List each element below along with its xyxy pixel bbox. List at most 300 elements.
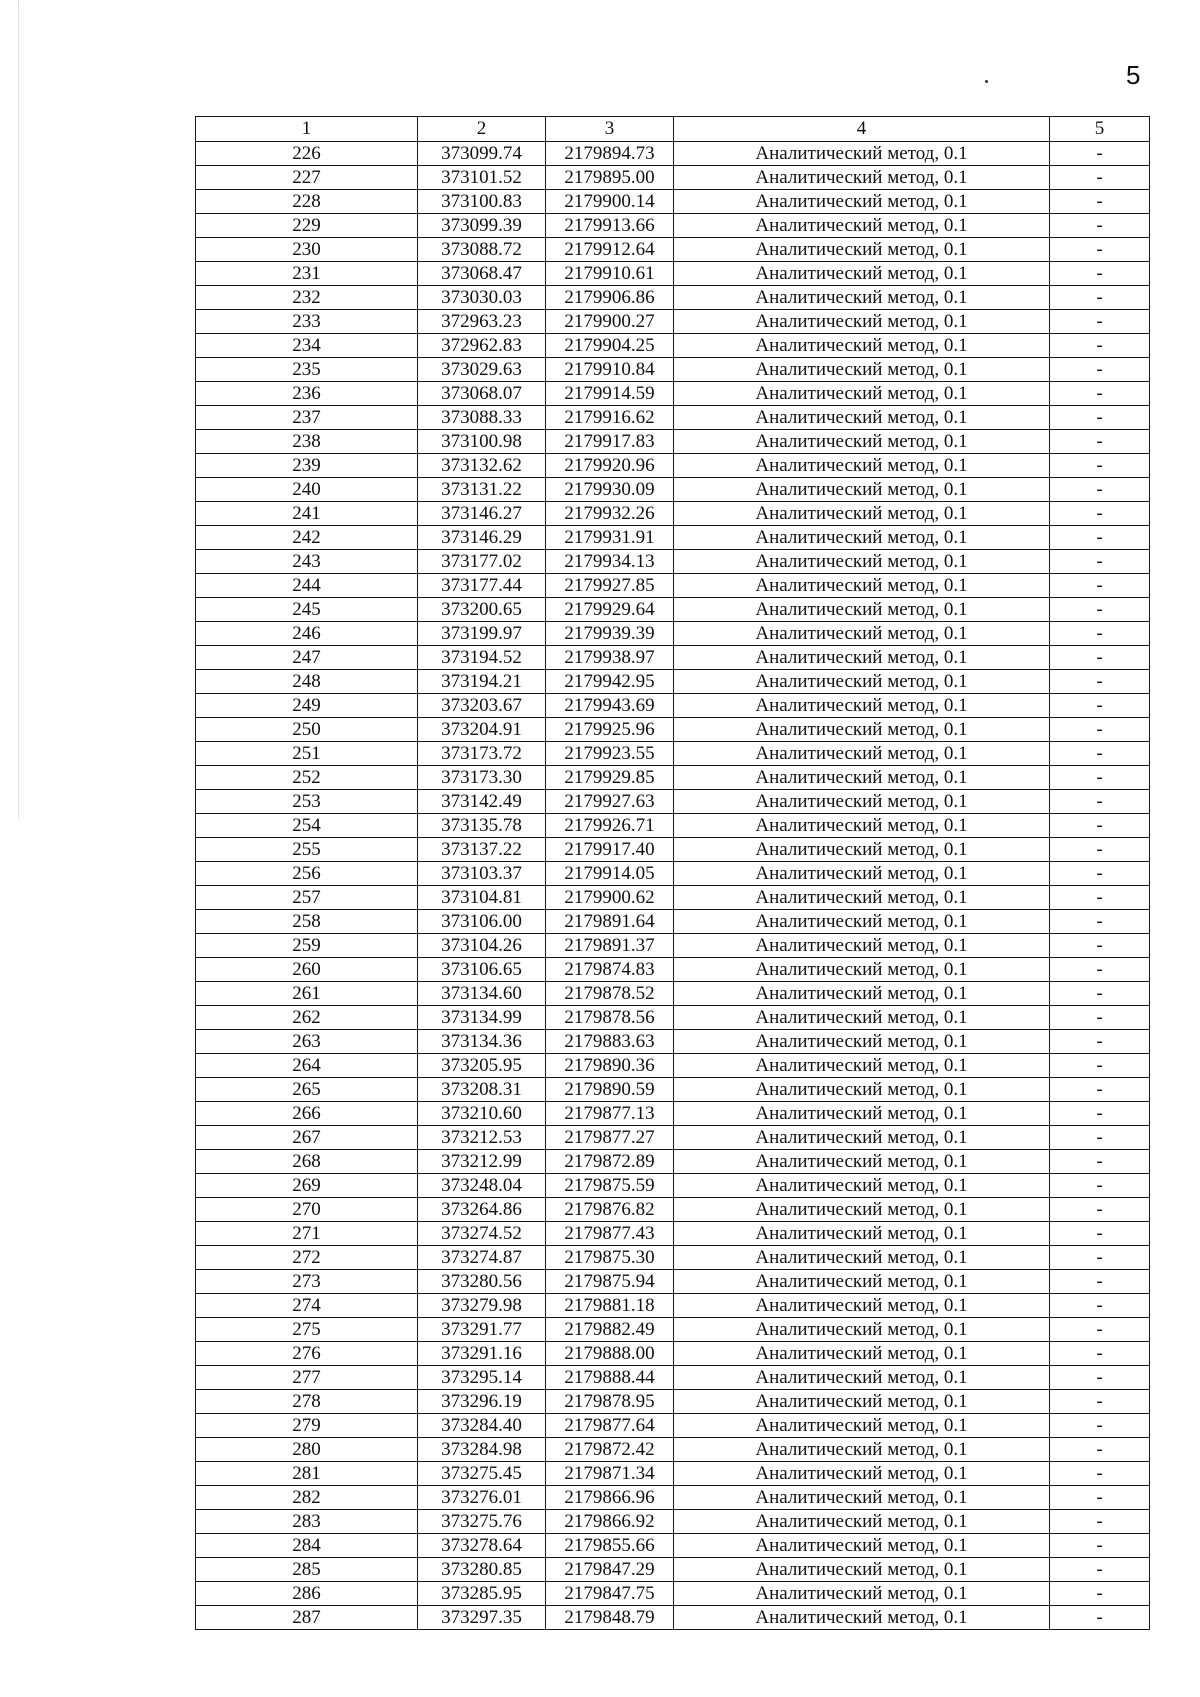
point-number-cell: 282 bbox=[196, 1486, 418, 1510]
x-coordinate-cell: 373203.67 bbox=[418, 694, 546, 718]
method-cell: Аналитический метод, 0.1 bbox=[674, 310, 1050, 334]
point-number-cell: 246 bbox=[196, 622, 418, 646]
y-coordinate-cell: 2179929.64 bbox=[546, 598, 674, 622]
method-cell: Аналитический метод, 0.1 bbox=[674, 1150, 1050, 1174]
point-number-cell: 252 bbox=[196, 766, 418, 790]
y-coordinate-cell: 2179920.96 bbox=[546, 454, 674, 478]
x-coordinate-cell: 373099.74 bbox=[418, 142, 546, 166]
method-cell: Аналитический метод, 0.1 bbox=[674, 1582, 1050, 1606]
method-cell: Аналитический метод, 0.1 bbox=[674, 814, 1050, 838]
table-row bbox=[196, 622, 1150, 646]
note-cell: - bbox=[1050, 718, 1150, 742]
point-number-cell: 274 bbox=[196, 1294, 418, 1318]
point-number-cell: 262 bbox=[196, 1006, 418, 1030]
y-coordinate-cell: 2179943.69 bbox=[546, 694, 674, 718]
method-cell: Аналитический метод, 0.1 bbox=[674, 1486, 1050, 1510]
table-row bbox=[196, 886, 1150, 910]
table-header-row bbox=[196, 117, 1150, 142]
point-number-cell: 260 bbox=[196, 958, 418, 982]
method-cell: Аналитический метод, 0.1 bbox=[674, 406, 1050, 430]
method-cell: Аналитический метод, 0.1 bbox=[674, 190, 1050, 214]
point-number-cell: 244 bbox=[196, 574, 418, 598]
table-row bbox=[196, 1438, 1150, 1462]
method-cell: Аналитический метод, 0.1 bbox=[674, 1078, 1050, 1102]
x-coordinate-cell: 373146.29 bbox=[418, 526, 546, 550]
y-coordinate-cell: 2179927.63 bbox=[546, 790, 674, 814]
note-cell: - bbox=[1050, 814, 1150, 838]
x-coordinate-cell: 372963.23 bbox=[418, 310, 546, 334]
x-coordinate-cell: 373088.72 bbox=[418, 238, 546, 262]
method-cell: Аналитический метод, 0.1 bbox=[674, 382, 1050, 406]
point-number-cell: 253 bbox=[196, 790, 418, 814]
x-coordinate-cell: 373296.19 bbox=[418, 1390, 546, 1414]
note-cell: - bbox=[1050, 190, 1150, 214]
y-coordinate-cell: 2179875.30 bbox=[546, 1246, 674, 1270]
x-coordinate-cell: 373285.95 bbox=[418, 1582, 546, 1606]
point-number-cell: 268 bbox=[196, 1150, 418, 1174]
method-cell: Аналитический метод, 0.1 bbox=[674, 1510, 1050, 1534]
note-cell: - bbox=[1050, 1222, 1150, 1246]
table-row bbox=[196, 814, 1150, 838]
point-number-cell: 279 bbox=[196, 1414, 418, 1438]
table-row bbox=[196, 142, 1150, 166]
x-coordinate-cell: 373146.27 bbox=[418, 502, 546, 526]
method-cell: Аналитический метод, 0.1 bbox=[674, 1366, 1050, 1390]
point-number-cell: 232 bbox=[196, 286, 418, 310]
table-row bbox=[196, 766, 1150, 790]
x-coordinate-cell: 373132.62 bbox=[418, 454, 546, 478]
method-cell: Аналитический метод, 0.1 bbox=[674, 358, 1050, 382]
point-number-cell: 287 bbox=[196, 1606, 418, 1630]
table-row bbox=[196, 238, 1150, 262]
note-cell: - bbox=[1050, 1414, 1150, 1438]
note-cell: - bbox=[1050, 862, 1150, 886]
x-coordinate-cell: 373208.31 bbox=[418, 1078, 546, 1102]
table-row bbox=[196, 502, 1150, 526]
table-row bbox=[196, 1006, 1150, 1030]
note-cell: - bbox=[1050, 1486, 1150, 1510]
note-cell: - bbox=[1050, 622, 1150, 646]
table-row bbox=[196, 670, 1150, 694]
x-coordinate-cell: 373274.87 bbox=[418, 1246, 546, 1270]
point-number-cell: 245 bbox=[196, 598, 418, 622]
note-cell: - bbox=[1050, 1366, 1150, 1390]
method-cell: Аналитический метод, 0.1 bbox=[674, 742, 1050, 766]
method-cell: Аналитический метод, 0.1 bbox=[674, 646, 1050, 670]
note-cell: - bbox=[1050, 358, 1150, 382]
x-coordinate-cell: 373137.22 bbox=[418, 838, 546, 862]
table-row bbox=[196, 1534, 1150, 1558]
x-coordinate-cell: 373194.52 bbox=[418, 646, 546, 670]
method-cell: Аналитический метод, 0.1 bbox=[674, 862, 1050, 886]
y-coordinate-cell: 2179881.18 bbox=[546, 1294, 674, 1318]
table-row bbox=[196, 1198, 1150, 1222]
table-row bbox=[196, 790, 1150, 814]
x-coordinate-cell: 373088.33 bbox=[418, 406, 546, 430]
y-coordinate-cell: 2179847.75 bbox=[546, 1582, 674, 1606]
y-coordinate-cell: 2179895.00 bbox=[546, 166, 674, 190]
method-cell: Аналитический метод, 0.1 bbox=[674, 1222, 1050, 1246]
method-cell: Аналитический метод, 0.1 bbox=[674, 1438, 1050, 1462]
method-cell: Аналитический метод, 0.1 bbox=[674, 262, 1050, 286]
y-coordinate-cell: 2179931.91 bbox=[546, 526, 674, 550]
table-row bbox=[196, 286, 1150, 310]
note-cell: - bbox=[1050, 310, 1150, 334]
point-number-cell: 273 bbox=[196, 1270, 418, 1294]
coordinates-table bbox=[195, 116, 1150, 1630]
x-coordinate-cell: 373194.21 bbox=[418, 670, 546, 694]
y-coordinate-cell: 2179847.29 bbox=[546, 1558, 674, 1582]
x-coordinate-cell: 373134.99 bbox=[418, 1006, 546, 1030]
note-cell: - bbox=[1050, 454, 1150, 478]
note-cell: - bbox=[1050, 214, 1150, 238]
method-cell: Аналитический метод, 0.1 bbox=[674, 430, 1050, 454]
y-coordinate-cell: 2179878.56 bbox=[546, 1006, 674, 1030]
method-cell: Аналитический метод, 0.1 bbox=[674, 1006, 1050, 1030]
method-cell: Аналитический метод, 0.1 bbox=[674, 1462, 1050, 1486]
note-cell: - bbox=[1050, 1342, 1150, 1366]
table-row bbox=[196, 1414, 1150, 1438]
point-number-cell: 267 bbox=[196, 1126, 418, 1150]
note-cell: - bbox=[1050, 910, 1150, 934]
note-cell: - bbox=[1050, 790, 1150, 814]
point-number-cell: 259 bbox=[196, 934, 418, 958]
point-number-cell: 266 bbox=[196, 1102, 418, 1126]
note-cell: - bbox=[1050, 238, 1150, 262]
x-coordinate-cell: 373212.53 bbox=[418, 1126, 546, 1150]
note-cell: - bbox=[1050, 1582, 1150, 1606]
header-col-3: 3 bbox=[546, 117, 674, 142]
point-number-cell: 254 bbox=[196, 814, 418, 838]
point-number-cell: 281 bbox=[196, 1462, 418, 1486]
table-row bbox=[196, 1366, 1150, 1390]
note-cell: - bbox=[1050, 1294, 1150, 1318]
table-row bbox=[196, 838, 1150, 862]
x-coordinate-cell: 373280.56 bbox=[418, 1270, 546, 1294]
note-cell: - bbox=[1050, 1510, 1150, 1534]
x-coordinate-cell: 373103.37 bbox=[418, 862, 546, 886]
x-coordinate-cell: 373173.30 bbox=[418, 766, 546, 790]
y-coordinate-cell: 2179890.36 bbox=[546, 1054, 674, 1078]
note-cell: - bbox=[1050, 646, 1150, 670]
point-number-cell: 277 bbox=[196, 1366, 418, 1390]
method-cell: Аналитический метод, 0.1 bbox=[674, 334, 1050, 358]
table-row bbox=[196, 1486, 1150, 1510]
x-coordinate-cell: 373210.60 bbox=[418, 1102, 546, 1126]
method-cell: Аналитический метод, 0.1 bbox=[674, 1102, 1050, 1126]
method-cell: Аналитический метод, 0.1 bbox=[674, 142, 1050, 166]
table-row bbox=[196, 526, 1150, 550]
method-cell: Аналитический метод, 0.1 bbox=[674, 790, 1050, 814]
table-row bbox=[196, 1582, 1150, 1606]
note-cell: - bbox=[1050, 598, 1150, 622]
x-coordinate-cell: 373204.91 bbox=[418, 718, 546, 742]
y-coordinate-cell: 2179875.59 bbox=[546, 1174, 674, 1198]
note-cell: - bbox=[1050, 1102, 1150, 1126]
note-cell: - bbox=[1050, 406, 1150, 430]
point-number-cell: 231 bbox=[196, 262, 418, 286]
x-coordinate-cell: 373106.00 bbox=[418, 910, 546, 934]
y-coordinate-cell: 2179878.95 bbox=[546, 1390, 674, 1414]
method-cell: Аналитический метод, 0.1 bbox=[674, 694, 1050, 718]
method-cell: Аналитический метод, 0.1 bbox=[674, 214, 1050, 238]
point-number-cell: 249 bbox=[196, 694, 418, 718]
header-col-5: 5 bbox=[1050, 117, 1150, 142]
table-row bbox=[196, 1222, 1150, 1246]
y-coordinate-cell: 2179878.52 bbox=[546, 982, 674, 1006]
x-coordinate-cell: 373295.14 bbox=[418, 1366, 546, 1390]
point-number-cell: 240 bbox=[196, 478, 418, 502]
table-row bbox=[196, 1318, 1150, 1342]
y-coordinate-cell: 2179888.00 bbox=[546, 1342, 674, 1366]
x-coordinate-cell: 373177.02 bbox=[418, 550, 546, 574]
y-coordinate-cell: 2179894.73 bbox=[546, 142, 674, 166]
header-col-1: 1 bbox=[196, 117, 418, 142]
table-row bbox=[196, 262, 1150, 286]
note-cell: - bbox=[1050, 1246, 1150, 1270]
x-coordinate-cell: 373106.65 bbox=[418, 958, 546, 982]
table-row bbox=[196, 1390, 1150, 1414]
method-cell: Аналитический метод, 0.1 bbox=[674, 838, 1050, 862]
y-coordinate-cell: 2179913.66 bbox=[546, 214, 674, 238]
x-coordinate-cell: 373297.35 bbox=[418, 1606, 546, 1630]
y-coordinate-cell: 2179877.43 bbox=[546, 1222, 674, 1246]
note-cell: - bbox=[1050, 1150, 1150, 1174]
table-row bbox=[196, 1558, 1150, 1582]
y-coordinate-cell: 2179874.83 bbox=[546, 958, 674, 982]
y-coordinate-cell: 2179900.62 bbox=[546, 886, 674, 910]
y-coordinate-cell: 2179877.27 bbox=[546, 1126, 674, 1150]
note-cell: - bbox=[1050, 838, 1150, 862]
y-coordinate-cell: 2179916.62 bbox=[546, 406, 674, 430]
method-cell: Аналитический метод, 0.1 bbox=[674, 1558, 1050, 1582]
y-coordinate-cell: 2179932.26 bbox=[546, 502, 674, 526]
note-cell: - bbox=[1050, 670, 1150, 694]
point-number-cell: 248 bbox=[196, 670, 418, 694]
point-number-cell: 228 bbox=[196, 190, 418, 214]
note-cell: - bbox=[1050, 958, 1150, 982]
table-row bbox=[196, 1054, 1150, 1078]
y-coordinate-cell: 2179926.71 bbox=[546, 814, 674, 838]
note-cell: - bbox=[1050, 550, 1150, 574]
x-coordinate-cell: 373291.16 bbox=[418, 1342, 546, 1366]
x-coordinate-cell: 373200.65 bbox=[418, 598, 546, 622]
x-coordinate-cell: 373068.47 bbox=[418, 262, 546, 286]
point-number-cell: 286 bbox=[196, 1582, 418, 1606]
table-row bbox=[196, 1462, 1150, 1486]
point-number-cell: 227 bbox=[196, 166, 418, 190]
point-number-cell: 256 bbox=[196, 862, 418, 886]
table-row bbox=[196, 1126, 1150, 1150]
note-cell: - bbox=[1050, 334, 1150, 358]
x-coordinate-cell: 373276.01 bbox=[418, 1486, 546, 1510]
y-coordinate-cell: 2179883.63 bbox=[546, 1030, 674, 1054]
x-coordinate-cell: 373284.40 bbox=[418, 1414, 546, 1438]
y-coordinate-cell: 2179891.37 bbox=[546, 934, 674, 958]
note-cell: - bbox=[1050, 382, 1150, 406]
x-coordinate-cell: 373068.07 bbox=[418, 382, 546, 406]
point-number-cell: 226 bbox=[196, 142, 418, 166]
table-row bbox=[196, 646, 1150, 670]
y-coordinate-cell: 2179875.94 bbox=[546, 1270, 674, 1294]
y-coordinate-cell: 2179910.61 bbox=[546, 262, 674, 286]
table-row bbox=[196, 1150, 1150, 1174]
table-row bbox=[196, 1510, 1150, 1534]
note-cell: - bbox=[1050, 1318, 1150, 1342]
x-coordinate-cell: 373279.98 bbox=[418, 1294, 546, 1318]
method-cell: Аналитический метод, 0.1 bbox=[674, 166, 1050, 190]
point-number-cell: 278 bbox=[196, 1390, 418, 1414]
point-number-cell: 229 bbox=[196, 214, 418, 238]
y-coordinate-cell: 2179934.13 bbox=[546, 550, 674, 574]
x-coordinate-cell: 373142.49 bbox=[418, 790, 546, 814]
point-number-cell: 283 bbox=[196, 1510, 418, 1534]
table-row bbox=[196, 214, 1150, 238]
note-cell: - bbox=[1050, 430, 1150, 454]
y-coordinate-cell: 2179927.85 bbox=[546, 574, 674, 598]
point-number-cell: 235 bbox=[196, 358, 418, 382]
note-cell: - bbox=[1050, 982, 1150, 1006]
y-coordinate-cell: 2179939.39 bbox=[546, 622, 674, 646]
table-row bbox=[196, 1342, 1150, 1366]
note-cell: - bbox=[1050, 478, 1150, 502]
header-col-4: 4 bbox=[674, 117, 1050, 142]
method-cell: Аналитический метод, 0.1 bbox=[674, 526, 1050, 550]
point-number-cell: 269 bbox=[196, 1174, 418, 1198]
method-cell: Аналитический метод, 0.1 bbox=[674, 1126, 1050, 1150]
table-row bbox=[196, 598, 1150, 622]
method-cell: Аналитический метод, 0.1 bbox=[674, 478, 1050, 502]
note-cell: - bbox=[1050, 166, 1150, 190]
point-number-cell: 234 bbox=[196, 334, 418, 358]
x-coordinate-cell: 373134.60 bbox=[418, 982, 546, 1006]
x-coordinate-cell: 373212.99 bbox=[418, 1150, 546, 1174]
x-coordinate-cell: 373100.83 bbox=[418, 190, 546, 214]
header-col-2: 2 bbox=[418, 117, 546, 142]
point-number-cell: 243 bbox=[196, 550, 418, 574]
note-cell: - bbox=[1050, 1030, 1150, 1054]
point-number-cell: 241 bbox=[196, 502, 418, 526]
x-coordinate-cell: 373029.63 bbox=[418, 358, 546, 382]
y-coordinate-cell: 2179877.13 bbox=[546, 1102, 674, 1126]
x-coordinate-cell: 373280.85 bbox=[418, 1558, 546, 1582]
y-coordinate-cell: 2179917.40 bbox=[546, 838, 674, 862]
method-cell: Аналитический метод, 0.1 bbox=[674, 238, 1050, 262]
point-number-cell: 280 bbox=[196, 1438, 418, 1462]
x-coordinate-cell: 373101.52 bbox=[418, 166, 546, 190]
point-number-cell: 272 bbox=[196, 1246, 418, 1270]
y-coordinate-cell: 2179929.85 bbox=[546, 766, 674, 790]
table-row bbox=[196, 310, 1150, 334]
y-coordinate-cell: 2179872.42 bbox=[546, 1438, 674, 1462]
table-row bbox=[196, 742, 1150, 766]
table-row bbox=[196, 358, 1150, 382]
point-number-cell: 230 bbox=[196, 238, 418, 262]
y-coordinate-cell: 2179925.96 bbox=[546, 718, 674, 742]
method-cell: Аналитический метод, 0.1 bbox=[674, 910, 1050, 934]
x-coordinate-cell: 373248.04 bbox=[418, 1174, 546, 1198]
y-coordinate-cell: 2179871.34 bbox=[546, 1462, 674, 1486]
table-body bbox=[196, 142, 1150, 1630]
y-coordinate-cell: 2179866.96 bbox=[546, 1486, 674, 1510]
table-row bbox=[196, 1246, 1150, 1270]
y-coordinate-cell: 2179910.84 bbox=[546, 358, 674, 382]
table-row bbox=[196, 190, 1150, 214]
point-number-cell: 285 bbox=[196, 1558, 418, 1582]
x-coordinate-cell: 373100.98 bbox=[418, 430, 546, 454]
table-row bbox=[196, 1174, 1150, 1198]
x-coordinate-cell: 373264.86 bbox=[418, 1198, 546, 1222]
table-row bbox=[196, 718, 1150, 742]
point-number-cell: 265 bbox=[196, 1078, 418, 1102]
y-coordinate-cell: 2179917.83 bbox=[546, 430, 674, 454]
x-coordinate-cell: 373173.72 bbox=[418, 742, 546, 766]
table-row bbox=[196, 166, 1150, 190]
table-row bbox=[196, 406, 1150, 430]
y-coordinate-cell: 2179906.86 bbox=[546, 286, 674, 310]
table-row bbox=[196, 550, 1150, 574]
table-row bbox=[196, 1294, 1150, 1318]
x-coordinate-cell: 373030.03 bbox=[418, 286, 546, 310]
method-cell: Аналитический метод, 0.1 bbox=[674, 1054, 1050, 1078]
point-number-cell: 257 bbox=[196, 886, 418, 910]
note-cell: - bbox=[1050, 1174, 1150, 1198]
method-cell: Аналитический метод, 0.1 bbox=[674, 886, 1050, 910]
x-coordinate-cell: 373104.81 bbox=[418, 886, 546, 910]
y-coordinate-cell: 2179888.44 bbox=[546, 1366, 674, 1390]
x-coordinate-cell: 373135.78 bbox=[418, 814, 546, 838]
table-row bbox=[196, 1606, 1150, 1630]
method-cell: Аналитический метод, 0.1 bbox=[674, 550, 1050, 574]
method-cell: Аналитический метод, 0.1 bbox=[674, 934, 1050, 958]
x-coordinate-cell: 373291.77 bbox=[418, 1318, 546, 1342]
page-number: 5 bbox=[1126, 60, 1141, 90]
point-number-cell: 247 bbox=[196, 646, 418, 670]
point-number-cell: 275 bbox=[196, 1318, 418, 1342]
table-row bbox=[196, 958, 1150, 982]
method-cell: Аналитический метод, 0.1 bbox=[674, 502, 1050, 526]
y-coordinate-cell: 2179872.89 bbox=[546, 1150, 674, 1174]
table-row bbox=[196, 934, 1150, 958]
note-cell: - bbox=[1050, 766, 1150, 790]
point-number-cell: 276 bbox=[196, 1342, 418, 1366]
note-cell: - bbox=[1050, 502, 1150, 526]
note-cell: - bbox=[1050, 142, 1150, 166]
y-coordinate-cell: 2179882.49 bbox=[546, 1318, 674, 1342]
method-cell: Аналитический метод, 0.1 bbox=[674, 1198, 1050, 1222]
method-cell: Аналитический метод, 0.1 bbox=[674, 766, 1050, 790]
y-coordinate-cell: 2179866.92 bbox=[546, 1510, 674, 1534]
y-coordinate-cell: 2179914.59 bbox=[546, 382, 674, 406]
method-cell: Аналитический метод, 0.1 bbox=[674, 1270, 1050, 1294]
method-cell: Аналитический метод, 0.1 bbox=[674, 1342, 1050, 1366]
note-cell: - bbox=[1050, 742, 1150, 766]
table-row bbox=[196, 982, 1150, 1006]
point-number-cell: 261 bbox=[196, 982, 418, 1006]
note-cell: - bbox=[1050, 1126, 1150, 1150]
method-cell: Аналитический метод, 0.1 bbox=[674, 1030, 1050, 1054]
method-cell: Аналитический метод, 0.1 bbox=[674, 454, 1050, 478]
point-number-cell: 250 bbox=[196, 718, 418, 742]
method-cell: Аналитический метод, 0.1 bbox=[674, 1294, 1050, 1318]
y-coordinate-cell: 2179904.25 bbox=[546, 334, 674, 358]
y-coordinate-cell: 2179938.97 bbox=[546, 646, 674, 670]
table-row bbox=[196, 382, 1150, 406]
method-cell: Аналитический метод, 0.1 bbox=[674, 718, 1050, 742]
method-cell: Аналитический метод, 0.1 bbox=[674, 1414, 1050, 1438]
table-row bbox=[196, 910, 1150, 934]
y-coordinate-cell: 2179900.27 bbox=[546, 310, 674, 334]
